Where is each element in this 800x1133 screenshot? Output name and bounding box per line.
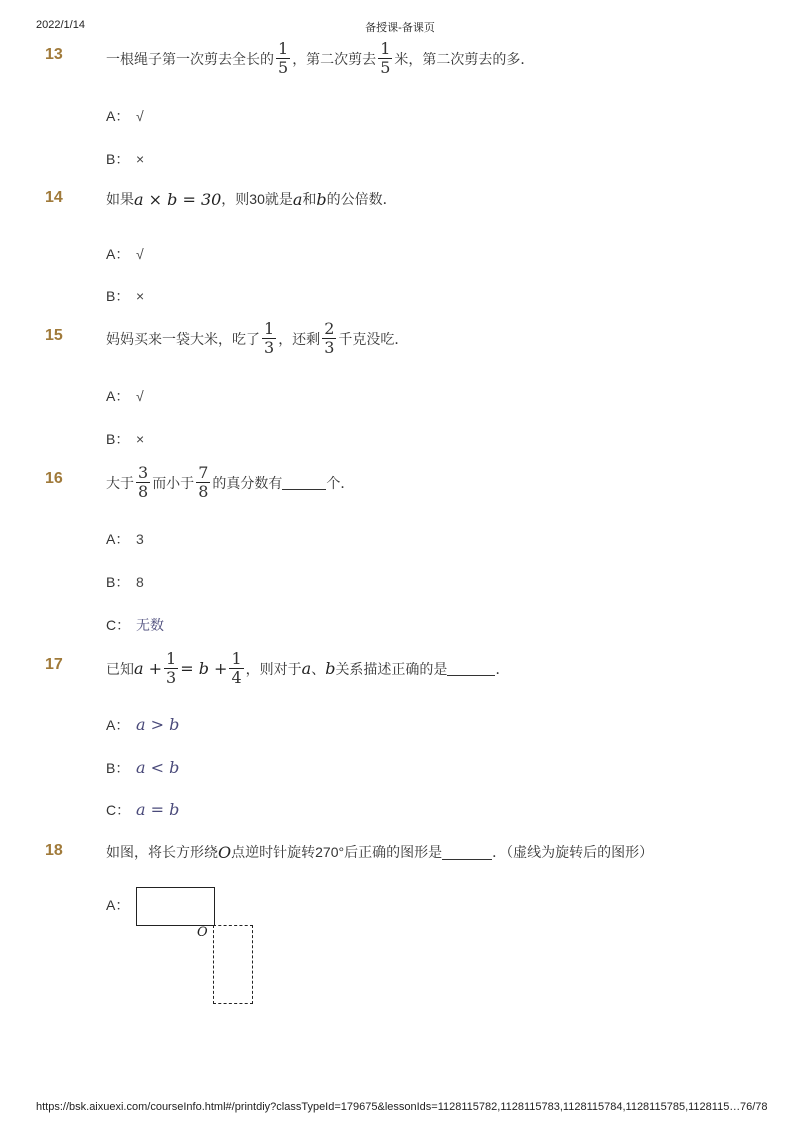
- option-label: A：: [106, 717, 130, 733]
- fraction: [164, 650, 178, 687]
- question-stem: [106, 650, 509, 687]
- math-expression: a × b = 30: [134, 189, 222, 209]
- answer-blank: [447, 661, 495, 676]
- pivot-point-label: O: [197, 925, 208, 940]
- math-expression: a +: [134, 659, 163, 678]
- fraction-denominator: 8: [198, 482, 209, 501]
- fraction-numerator: 2: [324, 319, 335, 338]
- stem-text: 一根绳子第一次剪去全长的: [106, 50, 274, 67]
- stem-text: 如图，将长方形绕: [106, 844, 218, 860]
- option-a[interactable]: [106, 895, 136, 915]
- fraction: [276, 40, 290, 77]
- stem-text: 大于: [106, 474, 134, 491]
- math-variable: O: [218, 842, 232, 862]
- option-label: A：: [106, 388, 130, 404]
- footer-page-number: 76/78: [740, 1101, 768, 1113]
- option-c[interactable]: [106, 800, 179, 820]
- option-b[interactable]: [106, 758, 179, 778]
- stem-text: ，还剩: [278, 330, 321, 347]
- stem-text: ．（虚线为旋转后的图形）: [492, 844, 654, 860]
- stem-text: ，第二次剪去: [292, 50, 377, 67]
- stem-text: 如果: [106, 191, 134, 207]
- stem-text: 米，第二次剪去的多．: [394, 50, 535, 67]
- option-b[interactable]: [106, 572, 144, 592]
- fraction-numerator: 1: [231, 649, 242, 668]
- fraction: [229, 650, 243, 687]
- option-label: C：: [106, 802, 131, 818]
- fraction: [322, 320, 336, 357]
- question-number: 14: [45, 189, 63, 206]
- stem-text: 妈妈买来一袋大米，吃了: [106, 330, 260, 347]
- stem-text: 的公倍数．: [326, 191, 397, 207]
- question-stem: [106, 40, 534, 77]
- option-c[interactable]: [106, 615, 164, 635]
- stem-text: 点逆时针旋转270°后正确的图形是: [231, 844, 443, 860]
- option-value: 3: [136, 531, 144, 547]
- math-variable: a: [292, 189, 303, 209]
- stem-text: ，则30就是: [221, 191, 293, 207]
- option-b[interactable]: [106, 149, 144, 169]
- question-number: 18: [45, 842, 63, 859]
- option-b[interactable]: [106, 286, 144, 306]
- fraction-denominator: 5: [278, 58, 289, 77]
- fraction-numerator: 1: [166, 649, 177, 668]
- math-variable: b: [316, 189, 327, 209]
- stem-text: 而小于: [152, 474, 195, 491]
- header-title: 备授课-备课页: [365, 22, 435, 34]
- option-value: 8: [136, 574, 144, 590]
- fraction-denominator: 5: [380, 58, 391, 77]
- option-a[interactable]: [106, 106, 144, 126]
- fraction-numerator: 1: [264, 319, 275, 338]
- question-number: 16: [45, 470, 63, 487]
- option-b[interactable]: [106, 429, 144, 449]
- option-a[interactable]: [106, 715, 179, 735]
- stem-text: 关系描述正确的是: [335, 660, 448, 677]
- option-label: A：: [106, 897, 130, 913]
- math-expression: = b +: [180, 659, 228, 678]
- option-label: A：: [106, 246, 130, 262]
- question-stem: [106, 189, 397, 209]
- option-value: a = b: [136, 800, 180, 819]
- fraction-numerator: 7: [198, 463, 209, 482]
- math-variable: b: [325, 659, 336, 678]
- fraction: [196, 464, 210, 501]
- fraction-denominator: 3: [166, 668, 177, 687]
- stem-text: 已知: [106, 660, 134, 677]
- option-value: ×: [136, 151, 145, 167]
- option-label: B：: [106, 288, 130, 304]
- header-date: 2022/1/14: [36, 19, 85, 31]
- option-value: a > b: [136, 715, 180, 734]
- footer-url: https://bsk.aixuexi.com/courseInfo.html#/printdiy?classTypeId=179675&lessonIds=1128115782,1128115783,1128115784,1128115785,1128115…: [36, 1101, 741, 1113]
- option-value: √: [136, 388, 144, 404]
- answer-blank: [282, 475, 326, 490]
- question-stem: [106, 464, 354, 501]
- option-label: B：: [106, 760, 130, 776]
- option-label: B：: [106, 431, 130, 447]
- stem-text: 、: [311, 660, 326, 677]
- math-variable: a: [301, 659, 312, 678]
- fraction: [378, 40, 392, 77]
- fraction-numerator: 3: [138, 463, 149, 482]
- question-number: 15: [45, 327, 63, 344]
- option-value: a < b: [136, 758, 180, 777]
- fraction-denominator: 4: [231, 668, 242, 687]
- option-label: B：: [106, 151, 130, 167]
- option-value: ×: [136, 288, 145, 304]
- stem-text: 个．: [326, 474, 355, 491]
- option-a[interactable]: [106, 244, 144, 264]
- option-a[interactable]: [106, 529, 144, 549]
- option-value: ×: [136, 431, 145, 447]
- original-rectangle: [136, 887, 215, 926]
- stem-text: 千克没吃．: [338, 330, 409, 347]
- option-value: √: [136, 108, 144, 124]
- question-number: 17: [45, 656, 63, 673]
- stem-text: 和: [302, 191, 317, 207]
- answer-blank: [442, 845, 492, 860]
- rotated-rectangle: [213, 925, 253, 1004]
- question-stem: [106, 842, 653, 862]
- option-label: A：: [106, 108, 130, 124]
- fraction-denominator: 3: [324, 338, 335, 357]
- stem-text: ，则对于: [245, 660, 302, 677]
- option-label: A：: [106, 531, 130, 547]
- fraction-denominator: 3: [264, 338, 275, 357]
- question-stem: [106, 320, 408, 357]
- stem-text: ．: [495, 660, 510, 677]
- option-label: B：: [106, 574, 130, 590]
- fraction-numerator: 1: [380, 39, 391, 58]
- stem-text: 的真分数有: [212, 474, 283, 491]
- option-label: C：: [106, 617, 131, 633]
- fraction-numerator: 1: [278, 39, 289, 58]
- fraction: [262, 320, 276, 357]
- question-number: 13: [45, 46, 63, 63]
- fraction: [136, 464, 150, 501]
- option-value: 无数: [136, 617, 164, 633]
- fraction-denominator: 8: [138, 482, 149, 501]
- option-value: √: [136, 246, 144, 262]
- option-a[interactable]: [106, 386, 144, 406]
